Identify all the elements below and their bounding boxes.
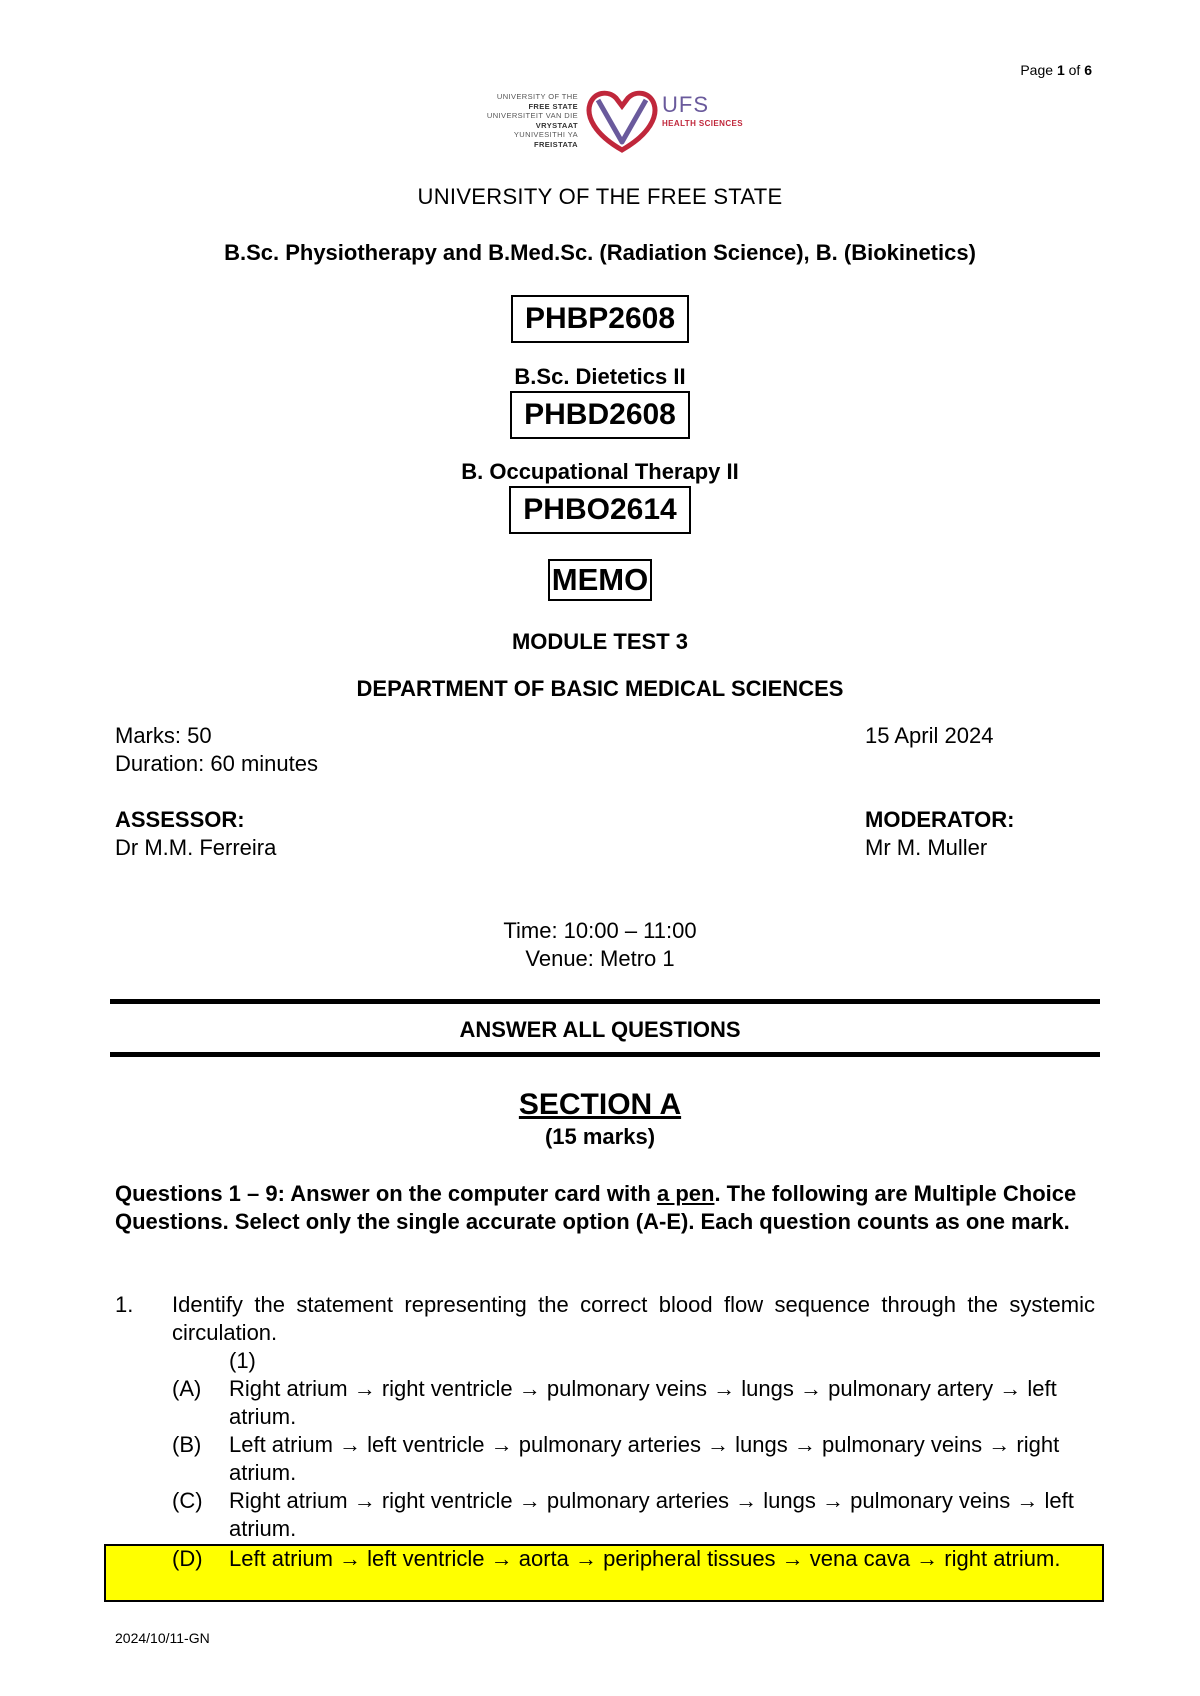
- section-title: SECTION A: [518, 1088, 682, 1121]
- logo-brand: UFS: [662, 92, 709, 117]
- memo-label: MEMO: [548, 559, 652, 601]
- venue-info: Venue: Metro 1: [525, 946, 675, 971]
- department-name: DEPARTMENT OF BASIC MEDICAL SCIENCES: [356, 676, 844, 701]
- time-info: Time: 10:00 – 11:00: [503, 918, 697, 943]
- question-1: [115, 1291, 1095, 1347]
- module-code-phbd: PHBD2608: [510, 391, 690, 439]
- test-date: 15 April 2024: [865, 723, 994, 748]
- code-box-2-wrap: [0, 391, 1200, 439]
- code-box-3-wrap: [0, 486, 1200, 534]
- heart-emblem-icon: [584, 86, 660, 156]
- moderator-label: MODERATOR:: [865, 807, 1015, 832]
- divider-top: [110, 999, 1100, 1004]
- assessor-name: Dr M.M. Ferreira: [115, 835, 277, 860]
- option-c: (C) Right atrium → right ventricle → pulmonary arteries → lungs → pulmonary veins → left atrium.: [172, 1488, 1074, 1541]
- divider-bottom: [110, 1052, 1100, 1057]
- option-b: (B) Left atrium → left ventricle → pulmonary arteries → lungs → pulmonary veins → right atrium.: [172, 1432, 1060, 1485]
- section-instructions: Questions 1 – 9: Answer on the computer card with a pen. The following are Multiple Choice Questions. Select only the single accurate option (A-E). Each question counts as one mark.: [115, 1181, 1077, 1234]
- logo-tagline: HEALTH SCIENCES: [662, 119, 743, 128]
- code-box-1-wrap: [0, 295, 1200, 343]
- module-test-title: MODULE TEST 3: [511, 629, 688, 654]
- footer-code: 2024/10/11-GN: [115, 1630, 210, 1646]
- section-heading-wrap: [0, 1088, 1200, 1122]
- question-text: Identify the statement representing the correct blood flow sequence through the systemic circulation.: [172, 1292, 1095, 1345]
- moderator-name: Mr M. Muller: [865, 835, 988, 860]
- logo-university-text: UNIVERSITY OF THE FREE STATE UNIVERSITEIT VAN DIE VRYSTAAT YUNIVESITHI YA FREISTATA: [486, 92, 578, 149]
- option-a: (A) Right atrium → right ventricle → pulmonary veins → lungs → pulmonary artery → left atrium.: [172, 1376, 1057, 1429]
- question-mark: (1): [229, 1348, 256, 1373]
- assessor-label: ASSESSOR:: [115, 807, 245, 832]
- question-number: 1.: [115, 1292, 134, 1317]
- module-code-phbp: PHBP2608: [511, 295, 689, 343]
- duration-info: Duration: 60 minutes: [115, 751, 318, 776]
- programmes-heading: B.Sc. Physiotherapy and B.Med.Sc. (Radiation Science), B. (Biokinetics): [224, 240, 976, 265]
- ufs-logo: [454, 86, 754, 156]
- page-number: Page 1 of 6: [1020, 62, 1092, 78]
- marks-info: Marks: 50: [115, 723, 212, 748]
- university-name: UNIVERSITY OF THE FREE STATE: [417, 184, 783, 209]
- answer-all-banner: ANSWER ALL QUESTIONS: [459, 1017, 741, 1042]
- option-d: (D) Left atrium → left ventricle → aorta → peripheral tissues → vena cava → right atrium.: [172, 1546, 1061, 1571]
- programme-occupational-therapy: B. Occupational Therapy II: [461, 459, 739, 484]
- programme-dietetics: B.Sc. Dietetics II: [514, 364, 686, 389]
- section-marks: (15 marks): [544, 1124, 656, 1149]
- memo-box-wrap: [0, 559, 1200, 601]
- module-code-phbo: PHBO2614: [509, 486, 690, 534]
